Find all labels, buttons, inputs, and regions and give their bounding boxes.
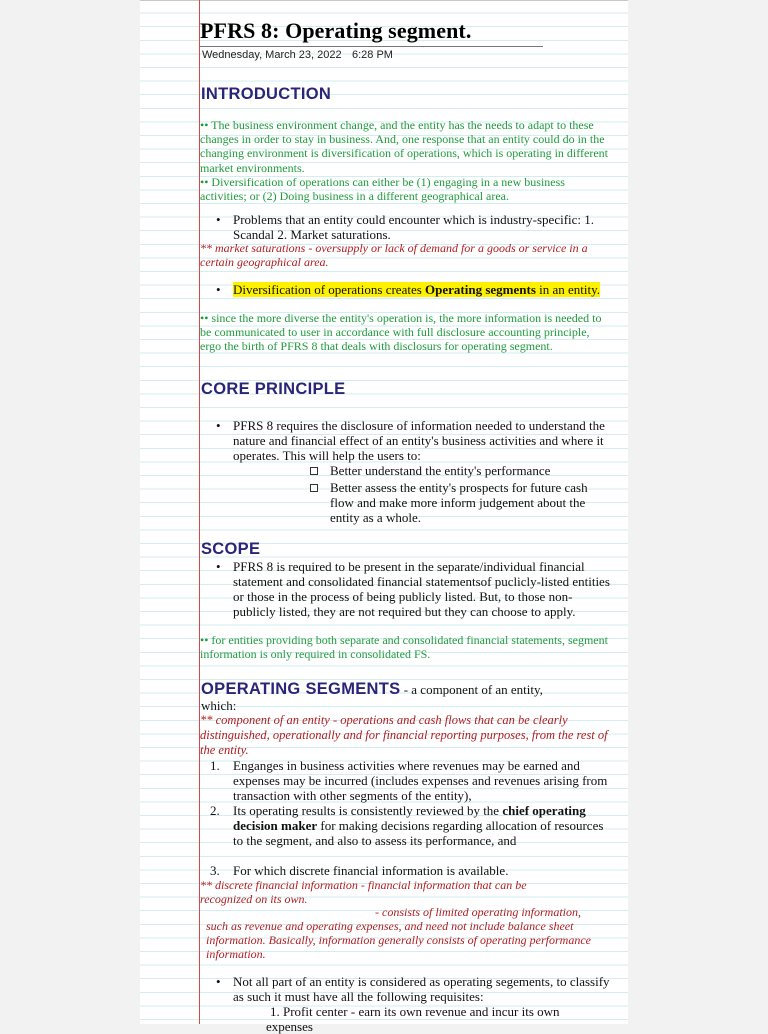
notebook-page [140,0,628,1034]
bullet-dot: • [216,212,221,227]
page-top-border [140,0,628,1]
list-number: 2. [210,803,220,818]
bullet-dot: • [216,974,221,989]
scope-bullet: PFRS 8 is required to be present in the separate/individual financial statement and consolidated financial statementsof puclicly-listed entities or those in the process of being publicly listed. But, to those non-publicly listed, they are not required but they can choose to apply. [233,559,610,619]
intro-bullet-diversification [233,282,600,297]
bullet-dot: • [216,418,221,433]
operating-segments-heading: OPERATING SEGMENTS - a component of an entity, [201,680,543,698]
operating-segment-item-2: Its operating results is consistently reviewed by the chief operating decision maker for making decisions regarding allocation of resources to the segment, and also to assess its performance, and [233,803,604,848]
title-underline [200,46,543,47]
operating-segment-item-1: Enganges in business activities where revenues may be earned and expenses may be incurred (includes expenses and revenues arising from transaction with other segments of the entity), [233,758,608,803]
operating-segments-requisites-bullet: Not all part of an entity is considered as operating segements, to classify as such it must have all the following requisites: [233,974,610,1004]
intro-red-note-saturation: ** market saturations - oversupply or lack of demand for a goods or service in a certain geographical area. [200,241,588,270]
checkbox-square-icon [310,484,318,492]
intro-green-note-disclosure: •• since the more diverse the entity's operation is, the more information is needed to be communicated to user in accordance with full disclosure accounting principle, ergo the birth of PFRS 8 that deals with disclosurs for operating segment. [200,311,602,354]
introduction-heading: INTRODUCTION [201,85,332,103]
intro-bullet-problems: Problems that an entity could encounter which is industry-specific: 1. Scandal 2. Market saturations. [233,212,595,242]
scope-heading: SCOPE [201,540,261,558]
operating-segments-red-note: ** component of an entity - operations and cash flows that can be clearly distinguished, operationally and for financial reporting purposes, from the rest of the entity. [200,713,608,757]
discrete-info-red-note: ** discrete financial information - financial information that can be recognized on its own. [200,878,527,907]
list-number: 1. [210,758,220,773]
discrete-info-red-note-2: - consists of limited operating information, [375,905,581,919]
requisite-profit-center: 1. Profit center - earn its own revenue and incur its own [270,1004,560,1019]
operating-segment-item-3: For which discrete financial information is available. [233,863,509,878]
introduction-green-note: •• The business environment change, and the entity has the needs to adapt to these changes in order to stay in business. And, one response that an entity could do in the changing environment is diversification of operations, which is operating in different market environments. •• Diversification of operations can either be (1) engaging in a new business activities; or (2) Doing business in a different geographical area. [200,118,609,204]
core-principle-bullet: PFRS 8 requires the disclosure of information needed to understand the nature and financial effect of an entity's business activities and where it operates. This will help the users to: [233,418,605,463]
core-principle-heading: CORE PRINCIPLE [201,380,346,398]
operating-segments-which: which: [201,698,237,713]
core-principle-sub-1: Better understand the entity's performance [330,463,551,478]
highlighted-text: Diversification of operations creates Operating segments in an entity. [233,282,601,297]
page-title: PFRS 8: Operating segment. [200,18,472,43]
list-number: 3. [210,863,220,878]
bullet-dot: • [216,282,221,297]
bullet-dot: • [216,559,221,574]
checkbox-square-icon [310,467,318,475]
scope-green-note: •• for entities providing both separate and consolidated financial statements, segment information is only required in consolidated FS. [200,633,608,662]
core-principle-sub-2: Better assess the entity's prospects for future cash flow and make more inform judgement about the entity as a whole. [330,480,588,525]
page-date: Wednesday, March 23, 2022 [202,49,342,61]
discrete-info-red-note-3: such as revenue and operating expenses, and need not include balance sheet information. Basically, information generally consists of operating performance information. [206,919,591,962]
requisite-profit-center-cont: expenses [266,1019,313,1034]
page-time: 6:28 PM [352,49,393,61]
